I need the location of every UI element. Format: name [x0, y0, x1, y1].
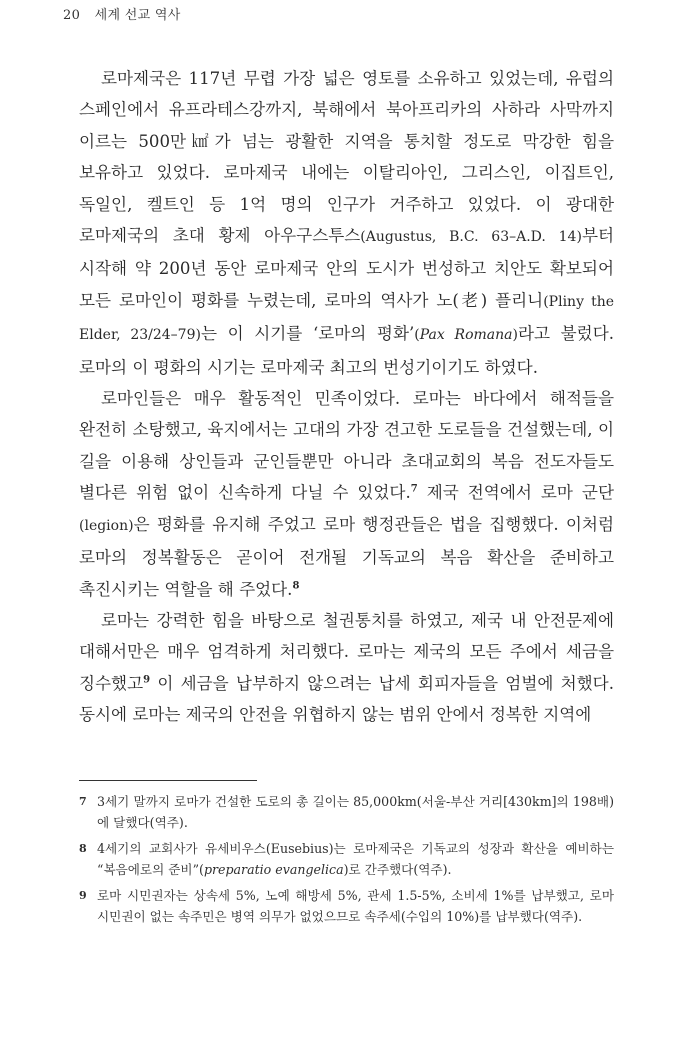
footnote-reference: 9 [143, 674, 151, 686]
body-text [79, 63, 614, 731]
text-run: (Augustus, B.C. 63–A.D. 14) [360, 229, 582, 246]
page-number: 20 [63, 8, 81, 23]
text-run: (legion) [79, 517, 134, 534]
footnote [79, 838, 614, 880]
text-run: )로 간주했다(역주). [343, 862, 452, 877]
footnote-text [97, 794, 614, 830]
footnote-number: 8 [79, 842, 87, 855]
book-title: 세계 선교 역사 [94, 8, 181, 23]
footnote-text [97, 841, 614, 877]
text-run: 로마는 강력한 힘을 바탕으로 철권통치를 하였고, 제국 내 안전문제에 대해서만은 매우 엄격하게 처리했다. 로마는 제국의 모든 주에서 세금을 징수했고 [79, 610, 614, 693]
footnote-divider [79, 780, 257, 781]
text-run: 로마제국은 117년 무렵 가장 넓은 영토를 소유하고 있었는데, 유럽의 스페인에서 유프라테스강까지, 북해에서 북아프리카의 사하라 사막까지 이르는 500만㎢가 넘는 광활한 지역을 통치할 정도로 막강한 힘을 보유하고 있었다. 로마제국 내에는 이탈리아인, 그리스인, 이집트인, 독일인, 켈트인 등 1억 명의 인구가 거주하고 있었다. 이 광대한 로마제국의 초대 황제 아우구스투스 [79, 69, 614, 246]
text-run: preparatio evangelica [203, 862, 344, 877]
text-run: (Pliny the Elder, 23/24–79) [79, 293, 615, 344]
text-run: 로마인들은 매우 활동적인 민족이었다. 로마는 바다에서 해적들을 완전히 소탕했고, 육지에서는 고대의 가장 견고한 도로들을 건설했는데, 이 길을 이용해 상인들과 군인들뿐만 아니라 초대교회의 복음 전도자들도 별다른 위험 없이 신속하게 다닐 수 있었다. [79, 389, 614, 503]
footnote-number: 7 [79, 795, 87, 808]
footnote [79, 885, 614, 927]
text-run: 제국 전역에서 로마 군단 [417, 483, 614, 503]
text-run: 4세기의 교회사가 유세비우스(Eusebius)는 로마제국은 기독교의 성장과 확산을 예비하는 “복음에로의 준비”( [97, 841, 614, 877]
text-run: 이 세금을 납부하지 않으려는 납세 회피자들을 엄벌에 처했다. 동시에 로마는 제국의 안전을 위협하지 않는 범위 안에서 정복한 지역에 [79, 673, 614, 725]
text-run: 로마 시민권자는 상속세 5%, 노예 해방세 5%, 관세 1.5-5%, 소비세 1%를 납부했고, 로마 시민권이 없는 속주민은 병역 의무가 없었으므로 속주세(수입의 10%)를 납부했다(역주). [97, 888, 614, 924]
footnote [79, 791, 614, 833]
text-run: Pax Romana [419, 327, 513, 344]
paragraph [79, 63, 614, 383]
text-run: 는 이 시기를 ‘로마의 평화’ [200, 324, 415, 344]
text-run: ) [512, 327, 518, 344]
footnote-text [97, 888, 614, 924]
paragraph [79, 383, 614, 605]
footnote-reference: 7 [410, 483, 418, 495]
text-run: 부터 시작해 약 200년 동안 로마제국 안의 도시가 번성하고 치안도 확보되어 모든 로마인이 평화를 누렸는데, 로마의 역사가 노(老) 플리니 [79, 226, 614, 310]
footnote-reference: 8 [292, 579, 300, 591]
text-run: 3세기 말까지 로마가 건설한 도로의 총 길이는 85,000km(서울-부산 거리[430km]의 198배)에 달했다(역주). [97, 794, 614, 830]
text-run: 라고 불렀다. 로마의 이 평화의 시기는 로마제국 최고의 번성기이기도 하였다. [79, 324, 614, 377]
footnote-number: 9 [79, 889, 87, 902]
paragraph [79, 605, 614, 731]
footnotes [79, 791, 614, 932]
text-run: ( [414, 327, 420, 344]
text-run: 은 평화를 유지해 주었고 로마 행정관들은 법을 집행했다. 이처럼 로마의 정복활동은 곧이어 전개될 기독교의 복음 확산을 준비하고 촉진시키는 역할을 해 주었다. [79, 514, 614, 599]
running-header [63, 4, 181, 23]
